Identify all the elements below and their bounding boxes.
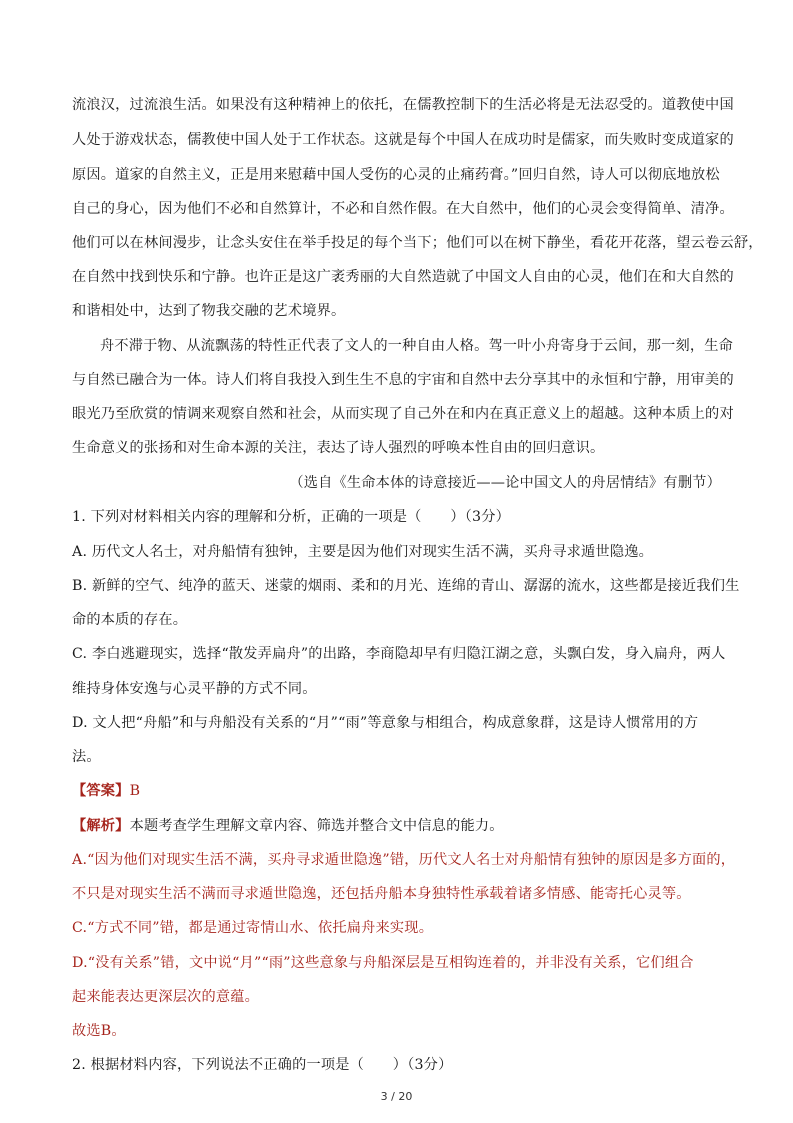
analysis-line [72,816,732,836]
question-1-option-d-line-2: 法。 [72,749,101,765]
analysis-d-line-1: D.“没有关系”错，文中说“月”“雨”这些意象与舟船深层是互相钩连着的，并非没有关系，它们组合 [72,955,694,971]
analysis-d-line-2: 起来能表达更深层次的意蕴。 [72,989,260,1005]
analysis-label: 【解析】 [72,818,130,834]
paragraph-1-line-2: 人处于游戏状态，儒教使中国人处于工作状态。这就是每个中国人在成功时是儒家，而失败时变成道家的 [72,132,734,148]
paragraph-2-line-4: 生命意义的张扬和对生命本源的关注，表达了诗人强烈的呼唤本性自由的回归意识。 [72,440,605,456]
analysis-text: 本题考查学生理解文章内容、筛选并整合文中信息的能力。 [129,818,504,834]
paragraph-2-line-2: 与自然已融合为一体。诗人们将自我投入到生生不息的宇宙和自然中去分享其中的永恒和宁静，用审美的 [72,372,734,388]
paragraph-2-line-3: 眼光乃至欣赏的情调来观察自然和社会，从而实现了自己外在和内在真正意义上的超越。这种本质上的对 [72,406,734,422]
paragraph-1-line-3: 原因。道家的自然主义，正是用来慰藉中国人受伤的心灵的止痛药膏。”回归自然，诗人可以彻底地放松 [72,167,720,183]
paragraph-2-line-1: 舟不滞于物、从流飘荡的特性正代表了文人的一种自由人格。驾一叶小舟寄身于云间，那一刻，生命 [100,338,734,354]
answer-line [72,781,732,801]
paragraph-1-line-5: 他们可以在林间漫步，让念头安住在举手投足的每个当下；他们可以在树下静坐，看花开花落，望云卷云舒， [72,235,763,251]
question-1-option-d-line-1: D. 文人把“舟船”和与舟船没有关系的“月”“雨”等意象与相组合，构成意象群，这是诗人惯常用的方 [72,715,699,731]
analysis-a-line-2: 不只是对现实生活不满而寻求遁世隐逸，还包括舟船本身独特性承载着诸多情感、能寄托心灵等。 [72,886,691,902]
paragraph-1-line-6: 在自然中找到快乐和宁静。也许正是这广袤秀丽的大自然造就了中国文人自由的心灵，他们在和大自然的 [72,269,734,285]
question-1-option-b-line-2: 命的本质的存在。 [72,612,188,628]
analysis-a-line-1: A.“因为他们对现实生活不满，买舟寻求遁世隐逸”错，历代文人名士对舟船情有独钟的原因是多方面的， [72,852,736,868]
paragraph-1-line-7: 和谐相处中，达到了物我交融的艺术境界。 [72,303,346,319]
source-citation: （选自《生命本体的诗意接近——论中国文人的舟居情结》有删节） [289,475,721,491]
question-1-option-c-line-1: C. 李白逃避现实，选择“散发弄扁舟”的出路，李商隐却早有归隐江湖之意，头飘白发，身入扁舟，两人 [72,646,726,662]
paragraph-1-line-4: 自己的身心，因为他们不必和自然算计，不必和自然作假。在大自然中，他们的心灵会变得简单、清净。 [72,201,734,217]
question-1-option-b-line-1: B. 新鲜的空气、纯净的蓝天、迷蒙的烟雨、柔和的月光、连绵的青山、潺潺的流水，这些都是接近我们生 [72,578,740,594]
answer-value: B [129,783,141,799]
question-1-option-c-line-2: 维持身体安逸与心灵平静的方式不同。 [72,681,317,697]
paragraph-1-line-1: 流浪汉，过流浪生活。如果没有这种精神上的依托，在儒教控制下的生活必将是无法忍受的。道教使中国 [72,97,734,113]
analysis-c: C.“方式不同”错，都是通过寄情山水、依托扁舟来实现。 [72,920,434,936]
question-1-option-a: A. 历代文人名士，对舟船情有独钟，主要是因为他们对现实生活不满，买舟寻求遁世隐逸。 [72,544,653,560]
analysis-conclusion: 故选B。 [72,1023,126,1039]
question-1-stem: 1. 下列对材料相关内容的理解和分析，正确的一项是（ ）（3分） [72,509,511,525]
answer-label: 【答案】 [72,783,130,799]
question-2-stem: 2. 根据材料内容，下列说法不正确的一项是（ ）（3分） [72,1057,453,1073]
page-number: 3 / 20 [380,1090,413,1103]
